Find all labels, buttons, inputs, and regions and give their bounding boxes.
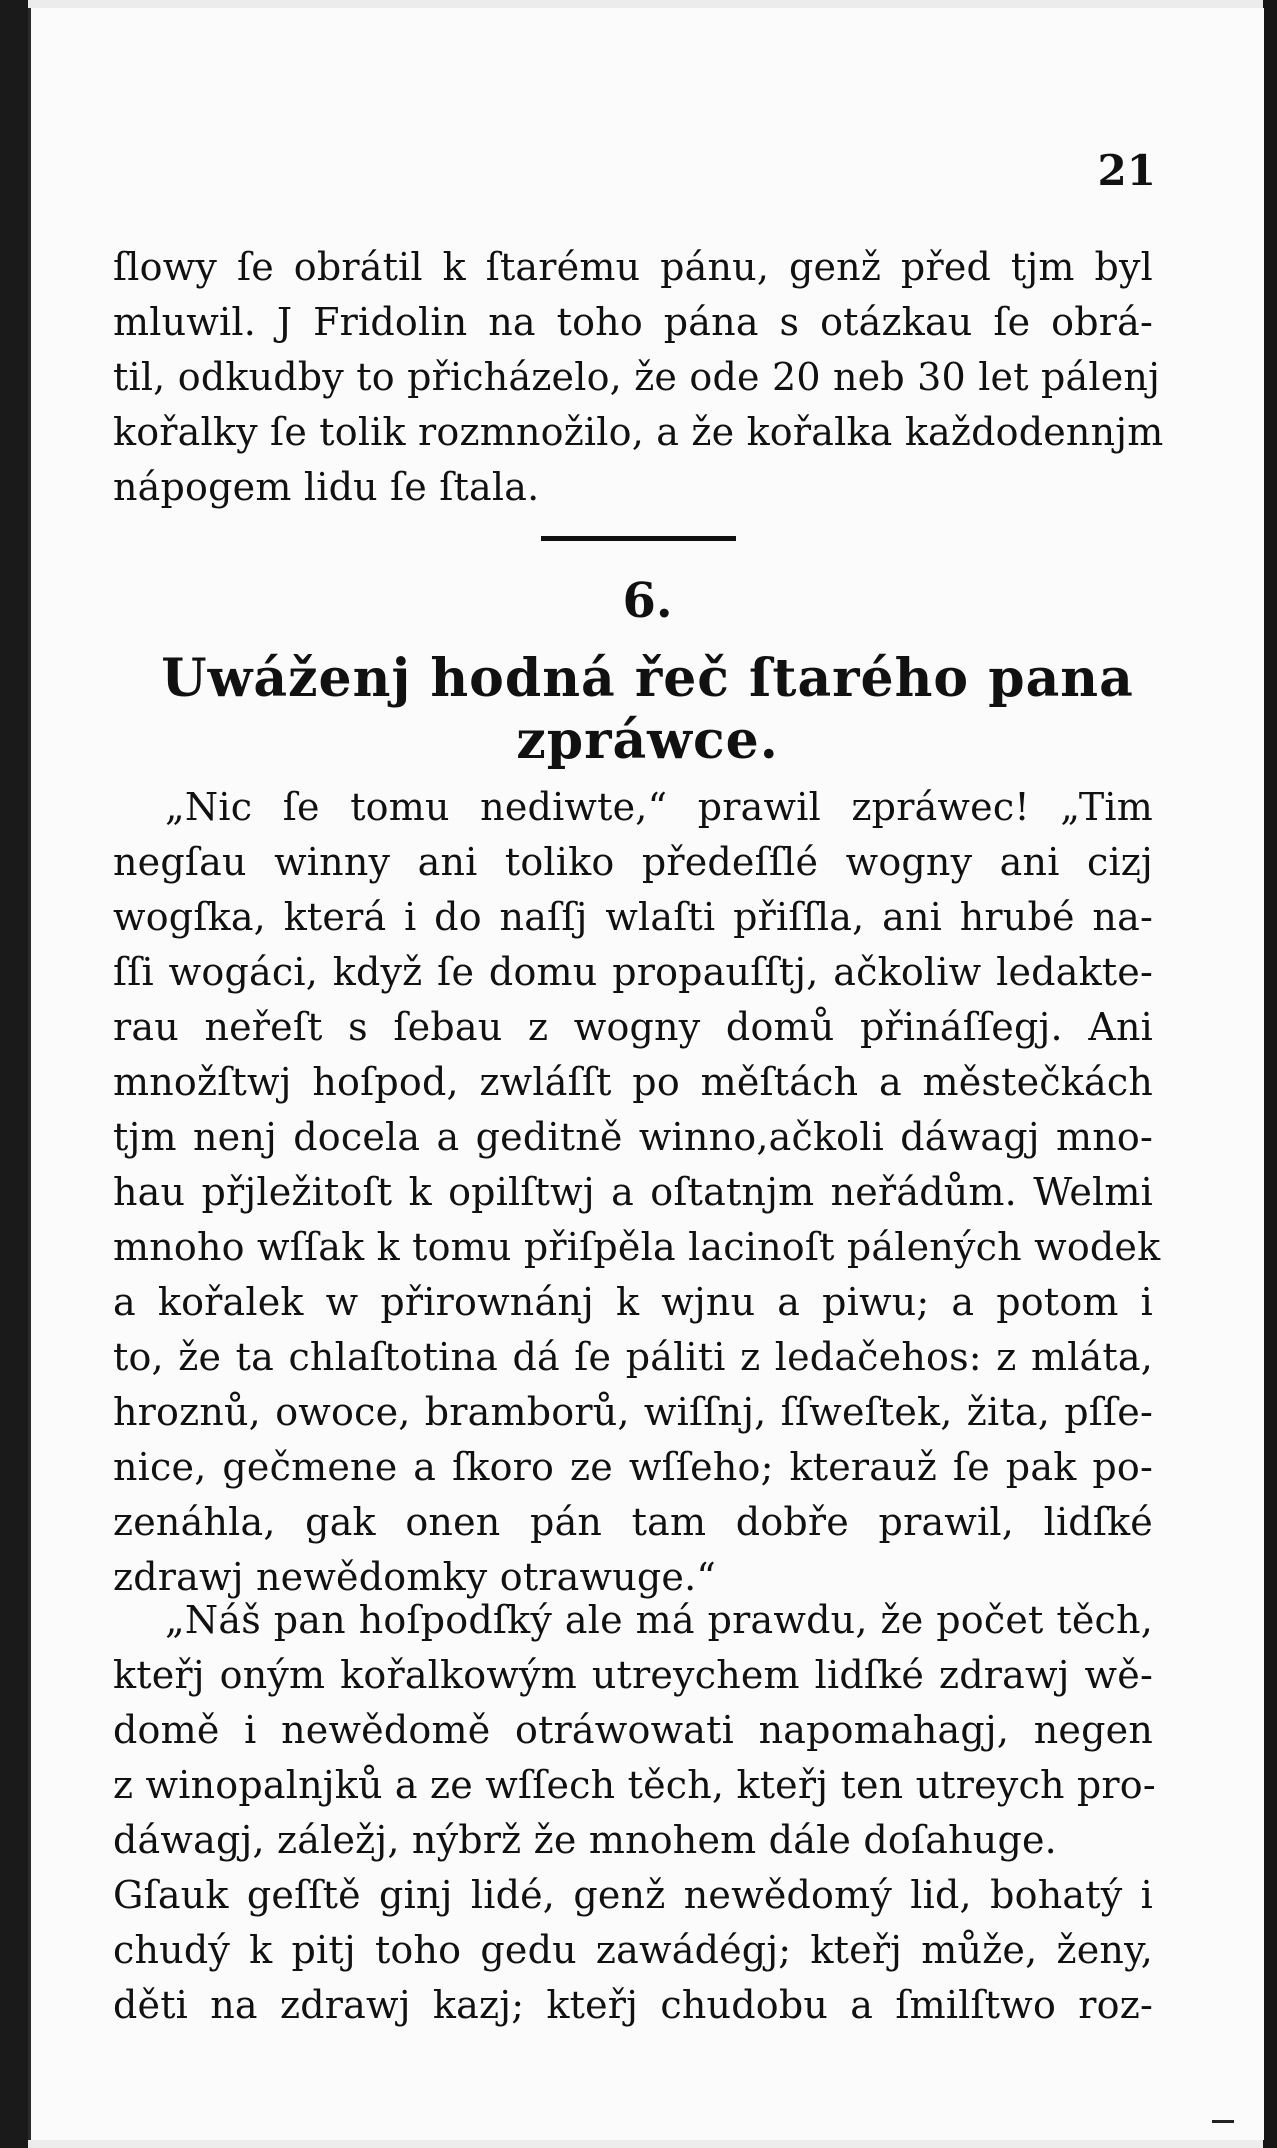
section-heading-line-1: Uwáženj hodná řeč ſtarého pana (161, 648, 1134, 709)
text-line: „Náš pan hoſpodſký ale má prawdu, že počet těch, (165, 1598, 1153, 1642)
paragraph-2 (113, 780, 1161, 1605)
text-line: hroznů, owoce, bramborů, wiſſnj, ſſweſtek, žita, pſſe- (113, 1390, 1153, 1434)
text-line: domě i newědomě otráwowati napomahagj, negen (113, 1708, 1153, 1752)
text-line: množſtwj hoſpod, zwláſſt po měſtách a městečkách (113, 1060, 1153, 1104)
text-line: dáwagj, záležj, nýbrž že mnohem dále doſahuge. (113, 1818, 1057, 1862)
paragraph-1 (113, 240, 1164, 515)
paragraph-3 (113, 1593, 1156, 2033)
scan-mark (1212, 2120, 1234, 2123)
book-page (28, 8, 1264, 2140)
text-line: to, že ta chlaſtotina dá ſe páliti z ledačehos: z mláta, (113, 1335, 1153, 1379)
text-line: chudý k pitj toho gedu zawádégj; kteřj může, ženy, (113, 1928, 1153, 1972)
text-line: tjm nenj docela a geditně winno,ačkoli dáwagj mno- (113, 1115, 1153, 1159)
scan-right-edge (1263, 0, 1277, 2148)
text-line: rau neřeſt s ſebau z wogny domů přináſſegj. Ani (113, 1005, 1153, 1049)
text-line: kteřj oným kořalkowým utreychem lidſké zdrawj wě- (113, 1653, 1153, 1697)
text-line: a kořalek w přirownánj k wjnu a piwu; a potom i (113, 1280, 1153, 1324)
text-line: nice, gečmene a ſkoro ze wſſeho; kterauž ſe pak po- (113, 1445, 1153, 1489)
text-line: mluwil. J Fridolin na toho pána s otázkau ſe obrá- (113, 300, 1153, 344)
text-line: til, odkudby to přicházelo, že ode 20 neb 30 let pálenj (113, 355, 1161, 399)
text-line: ſſi wogáci, když ſe domu propauſſtj, ačkoliw ledakte- (113, 950, 1153, 994)
text-line: negſau winny ani toliko předeſſlé wogny ani cizj (113, 840, 1153, 884)
section-divider (541, 536, 736, 541)
section-heading-line-2: zpráwce. (516, 710, 779, 771)
text-line: zenáhla, gak onen pán tam dobře prawil, lidſké (113, 1500, 1153, 1544)
text-line: ſlowy ſe obrátil k ſtarému pánu, genž před tjm byl (113, 245, 1153, 289)
text-line: zdrawj newědomky otrawuge.“ (113, 1555, 717, 1599)
text-line: „Nic ſe tomu nediwte,“ prawil zpráwec! „Tim (165, 785, 1153, 829)
text-line: hau přjležitoſt k opilſtwj a oſtatnjm neřádům. Welmi (113, 1170, 1153, 1214)
text-line: nápogem lidu ſe ſtala. (113, 465, 540, 509)
text-line: wogſka, která i do naſſj wlaſti přiſſla, ani hrubé na- (113, 895, 1153, 939)
text-line: mnoho wſſak k tomu přiſpěla lacinoſt pálených wodek (113, 1225, 1161, 1269)
text-line: z winopalnjků a ze wſſech těch, kteřj ten utreych pro- (113, 1763, 1156, 1807)
scan-left-edge (0, 0, 28, 2148)
page-number: 21 (1097, 146, 1156, 195)
section-number: 6. (622, 573, 673, 629)
text-line: Gſauk geſſtě ginj lidé, genž newědomý lid, bohatý i (113, 1873, 1153, 1917)
text-line: kořalky ſe tolik rozmnožilo, a že kořalka každodennjm (113, 410, 1164, 454)
text-line: děti na zdrawj kazj; kteřj chudobu a ſmilſtwo roz- (113, 1983, 1153, 2027)
